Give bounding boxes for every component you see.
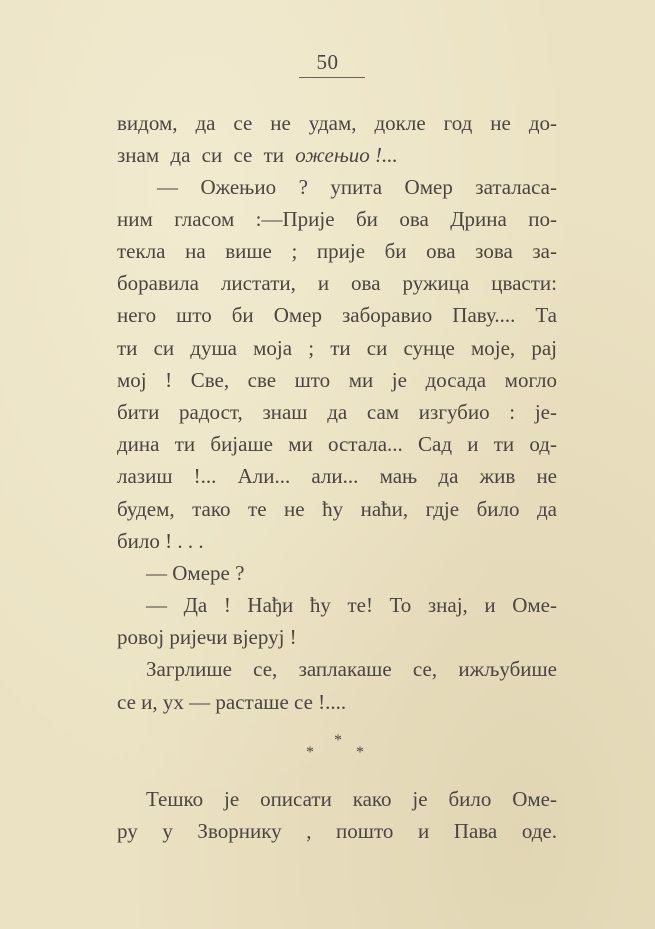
text-line-7: него што би Омер заборавио Паву.... Та — [117, 303, 557, 327]
asterism-star-right: * — [356, 744, 364, 761]
text-line-10: бити радост, знаш да сам изгубио : је- — [117, 400, 557, 424]
text-line-2 — [117, 140, 557, 170]
page-number-rule — [299, 77, 365, 78]
text-line-14: било ! . . . — [117, 529, 204, 553]
page-number: 50 — [316, 50, 339, 74]
text-line-6: боравила листати, и ова ружица цвасти: — [117, 271, 557, 295]
text-line-3: — Ожењио ? упита Омер заталаса- — [157, 175, 557, 199]
asterism — [306, 732, 376, 772]
emphasized-word: ожењио !... — [295, 143, 398, 167]
text-line-1: видом, да се не удам, докле год не до- — [117, 111, 557, 135]
text-line-8: ти си душа моја ; ти си сунце моје, рај — [117, 336, 557, 360]
text-line-2-start: знам да си се ти — [117, 143, 296, 167]
asterism-star-left: * — [306, 744, 314, 761]
text-line-18: Загрлише се, заплакаше се, ижљубише — [146, 657, 557, 681]
text-line-11: дина ти бијаше ми остала... Сад и ти од- — [117, 432, 557, 456]
text-line-19: се и, ух — расташе се !.... — [117, 690, 347, 714]
text-line-5: текла на више ; прије би ова зова за- — [117, 239, 557, 263]
text-line-13: будем, тако те не ћу наћи, гдје било да — [117, 497, 557, 521]
text-line-17: ровој ријечи вјеруј ! — [117, 625, 297, 649]
text-line-21: ру у Зворнику , пошто и Пава оде. — [117, 819, 557, 843]
text-line-20: Тешко је описати како је било Оме- — [146, 787, 557, 811]
asterism-star-top: * — [334, 732, 342, 749]
text-line-16: — Да ! Нађи ћу те! То знај, и Оме- — [146, 593, 557, 617]
text-line-15: — Омере ? — [146, 561, 245, 585]
text-line-12: лазиш !... Али... али... мањ да жив не — [117, 464, 557, 488]
text-line-4: ним гласом :—Прије би ова Дрина по- — [117, 207, 557, 231]
text-line-9: мој ! Све, све што ми је досада могло — [117, 368, 557, 392]
